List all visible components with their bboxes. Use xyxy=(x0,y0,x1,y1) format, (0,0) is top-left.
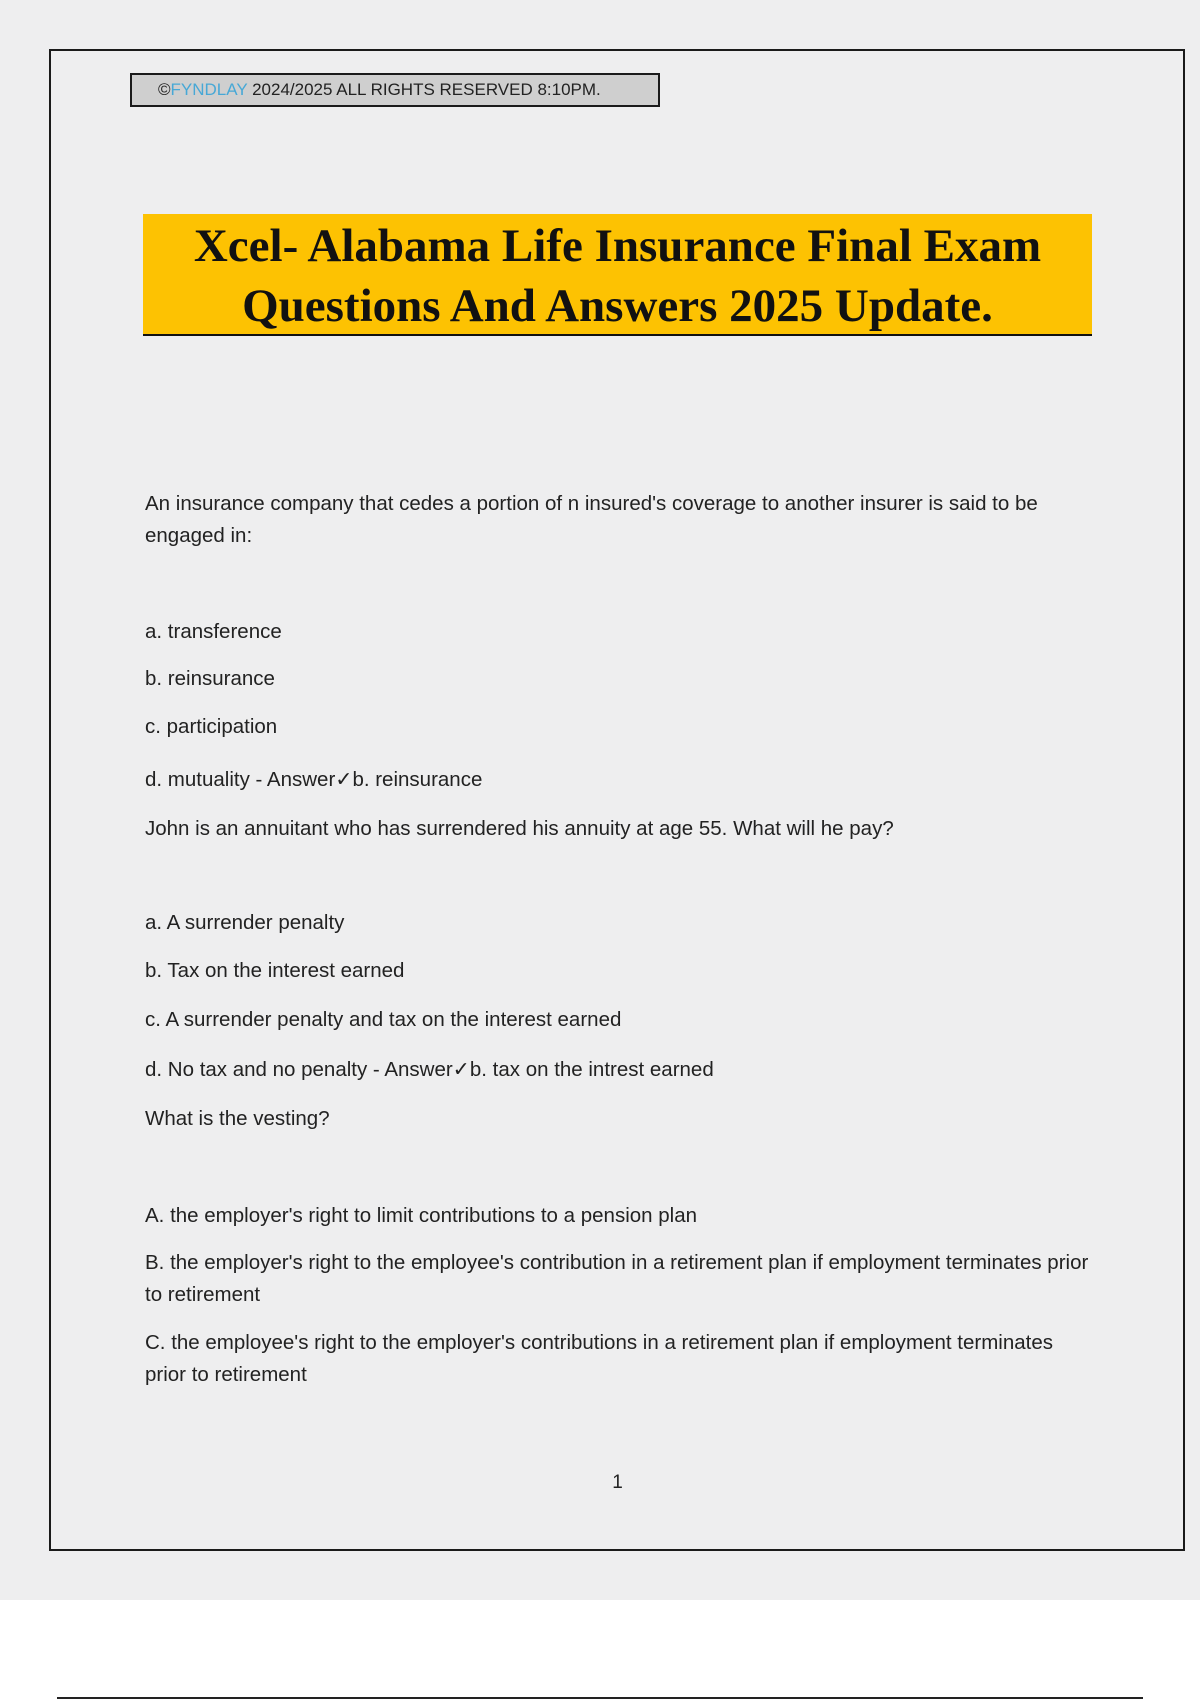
answer-option: b. Tax on the interest earned xyxy=(145,959,405,982)
title-line-2: Questions And Answers 2025 Update. xyxy=(242,280,993,332)
answer-option: b. reinsurance xyxy=(145,667,275,690)
answer-option-with-key: d. No tax and no penalty - Answer✓b. tax on the intrest earned xyxy=(145,1058,714,1081)
answer-option: a. A surrender penalty xyxy=(145,911,345,934)
brand-name: FYNDLAY xyxy=(170,80,248,99)
answer-option: A. the employer's right to limit contributions to a pension plan xyxy=(145,1204,698,1227)
answer-option: a. transference xyxy=(145,620,282,643)
title-line-1: Xcel- Alabama Life Insurance Final Exam xyxy=(193,220,1042,272)
answer-option: B. the employer's right to the employee's contribution in a retirement plan if employment terminates prior to retirement xyxy=(145,1251,1089,1306)
next-page-rule xyxy=(57,1697,1143,1699)
question-text: John is an annuitant who has surrendered his annuity at age 55. What will he pay? xyxy=(145,817,894,840)
copyright-notice xyxy=(130,73,660,107)
answer-option: c. A surrender penalty and tax on the interest earned xyxy=(145,1008,622,1031)
question-text: What is the vesting? xyxy=(145,1107,330,1130)
copyright-text: 2024/2025 ALL RIGHTS RESERVED 8:10PM. xyxy=(247,80,601,99)
copyright-symbol: © xyxy=(158,80,171,99)
document-title xyxy=(143,214,1092,336)
answer-option-with-key: d. mutuality - Answer✓b. reinsurance xyxy=(145,768,483,791)
answer-option: C. the employee's right to the employer's contributions in a retirement plan if employment terminates prior to retirement xyxy=(145,1331,1053,1386)
page-number: 1 xyxy=(612,1472,623,1493)
question-text: An insurance company that cedes a portion of n insured's coverage to another insurer is said to be engaged in: xyxy=(145,492,1038,547)
answer-option: c. participation xyxy=(145,715,278,738)
